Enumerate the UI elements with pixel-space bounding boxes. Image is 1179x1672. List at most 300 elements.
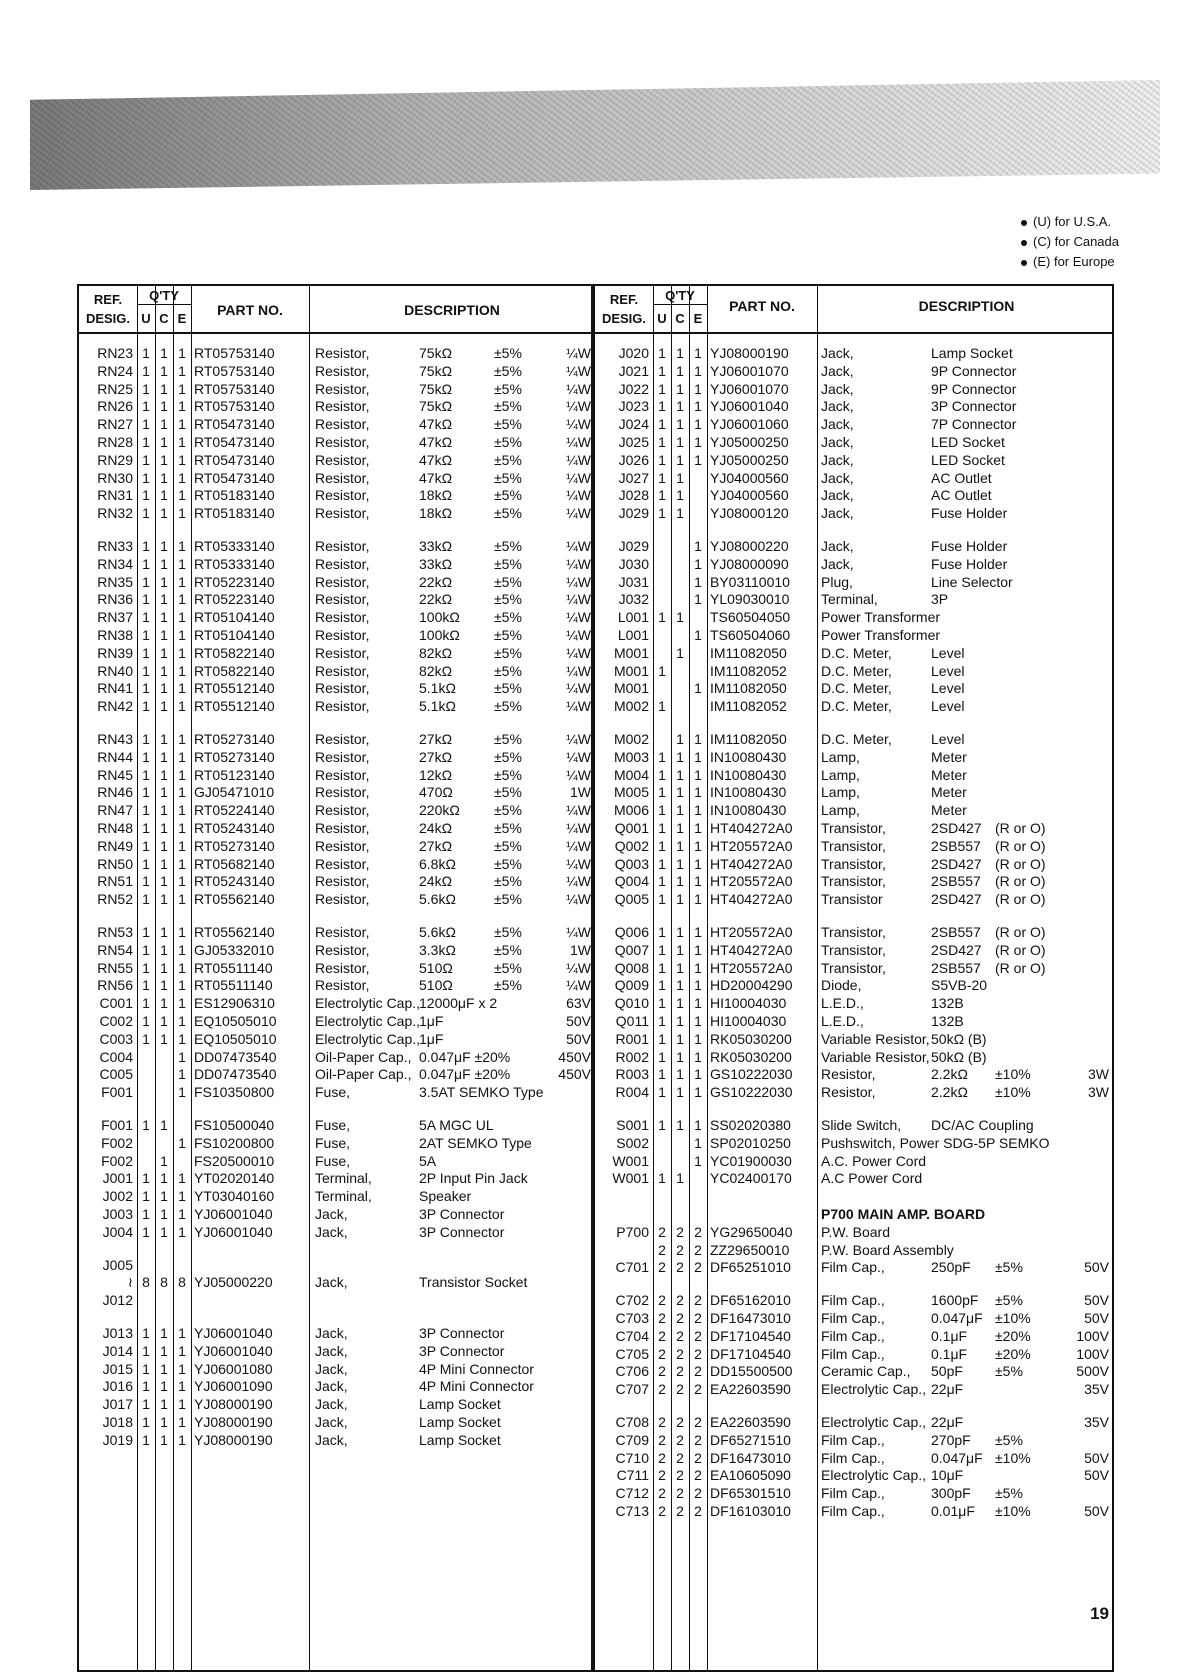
cell-part: HT205572A0 xyxy=(710,959,793,976)
table-row xyxy=(79,783,591,801)
table-row xyxy=(595,1134,1112,1152)
cell-d2: 1μF xyxy=(419,1030,444,1047)
cell-d2: 75kΩ xyxy=(419,380,453,397)
cell-part: DF16473010 xyxy=(710,1310,791,1326)
cell-d3: ±5% xyxy=(494,555,522,572)
cell-c: 8 xyxy=(160,1274,168,1291)
table-row xyxy=(595,1291,1112,1309)
cell-e: 1 xyxy=(178,1048,186,1065)
cell-ref: RN25 xyxy=(97,380,133,397)
cell-ref: C709 xyxy=(615,1431,649,1448)
cell-e: 1 xyxy=(178,784,186,801)
cell-e: 1 xyxy=(694,1013,702,1029)
cell-part: DF17104540 xyxy=(710,1327,791,1344)
cell-part: RT05123140 xyxy=(194,766,275,783)
cell-c: 1 xyxy=(160,959,168,976)
cell-d4: ¼W xyxy=(566,680,591,697)
header-c: C xyxy=(675,311,685,326)
cell-d1: Jack, xyxy=(821,362,854,379)
cell-ref: RN43 xyxy=(97,731,133,747)
cell-d1: Resistor, xyxy=(315,505,370,522)
cell-d1: Jack, xyxy=(821,555,854,572)
cell-e: 1 xyxy=(178,1170,186,1187)
cell-c: 1 xyxy=(160,434,168,450)
cell-u: 1 xyxy=(142,1188,150,1205)
table-row xyxy=(79,697,591,715)
cell-u: 1 xyxy=(142,662,150,679)
table-row xyxy=(595,433,1112,451)
cell-part: YJ06001070 xyxy=(710,362,789,379)
cell-d4: 35V xyxy=(1084,1381,1109,1398)
header-desig: DESIG. xyxy=(601,311,647,326)
cell-c: 1 xyxy=(160,698,168,715)
cell-e: 2 xyxy=(694,1485,702,1502)
cell-e: 1 xyxy=(178,469,186,486)
cell-e: 1 xyxy=(694,995,702,1012)
cell-d4: ¼W xyxy=(566,977,591,994)
cell-d3: ±5% xyxy=(494,345,522,361)
cell-c: 1 xyxy=(160,924,168,940)
cell-c: 1 xyxy=(160,627,168,643)
cell-d1: Resistor, xyxy=(315,469,370,486)
cell-d2: 12kΩ xyxy=(419,766,453,783)
table-row xyxy=(595,415,1112,433)
cell-ref: C003 xyxy=(99,1030,133,1047)
cell-d2: Line Selector xyxy=(931,573,1013,590)
cell-ref: J032 xyxy=(618,591,649,608)
cell-ref: S001 xyxy=(616,1117,649,1133)
cell-e: 1 xyxy=(694,573,702,590)
cell-d4: 3W xyxy=(1088,1084,1109,1101)
cell-e: 1 xyxy=(178,573,186,590)
cell-d1: L.E.D., xyxy=(821,995,864,1012)
cell-e: 1 xyxy=(694,434,702,450)
cell-d2: 6.8kΩ xyxy=(419,855,456,872)
table-row xyxy=(595,976,1112,994)
cell-part: RT05104140 xyxy=(194,609,275,626)
cell-ref: RN29 xyxy=(97,451,133,468)
cell-u: 1 xyxy=(142,398,150,415)
cell-e: 2 xyxy=(694,1223,702,1240)
cell-d3: ±5% xyxy=(494,802,522,819)
cell-d3: ±5% xyxy=(494,977,522,994)
cell-e: 2 xyxy=(694,1327,702,1344)
cell-c: 2 xyxy=(676,1292,684,1309)
table-row xyxy=(79,1152,591,1170)
cell-u: 1 xyxy=(142,855,150,872)
cell-d1: Jack, xyxy=(315,1360,348,1377)
cell-d3: ±10% xyxy=(995,1310,1031,1326)
cell-part: HI10004030 xyxy=(710,995,787,1012)
table-row xyxy=(79,1291,591,1309)
table-row xyxy=(79,1116,591,1134)
cell-part: IN10080430 xyxy=(710,766,787,783)
cell-d1: Resistor, xyxy=(315,362,370,379)
cell-ref: Q004 xyxy=(614,873,649,890)
cell-c: 1 xyxy=(676,855,684,872)
cell-e: 1 xyxy=(694,1134,702,1151)
parts-table-right xyxy=(593,284,1114,1672)
cell-ref: RN27 xyxy=(97,416,133,433)
cell-c: 2 xyxy=(676,1363,684,1380)
cell-ref: M001 xyxy=(613,644,649,661)
cell-u: 1 xyxy=(142,627,150,643)
cell-ref: J021 xyxy=(618,362,649,379)
table-row xyxy=(595,872,1112,890)
cell-part: DF65271510 xyxy=(710,1431,791,1448)
cell-ref: J023 xyxy=(618,398,649,415)
cell-d2: 50pF xyxy=(931,1363,963,1380)
cell-d2: 470Ω xyxy=(419,784,453,801)
cell-d3: (R or O) xyxy=(995,924,1046,940)
cell-d2: 47kΩ xyxy=(419,451,453,468)
cell-part: RT05473140 xyxy=(194,416,275,433)
cell-e: 1 xyxy=(178,802,186,819)
cell-ref: RN40 xyxy=(97,662,133,679)
table-row xyxy=(79,433,591,451)
cell-d2: 5.1kΩ xyxy=(419,680,456,697)
cell-d3: ±5% xyxy=(494,820,522,836)
cell-u: 1 xyxy=(142,820,150,836)
cell-c: 1 xyxy=(160,555,168,572)
cell-d1: P700 MAIN AMP. BOARD xyxy=(821,1206,986,1222)
cell-ref: RN34 xyxy=(97,555,133,572)
cell-d3: ±20% xyxy=(995,1345,1031,1362)
cell-part: RT05223140 xyxy=(194,591,275,608)
cell-d1: D.C. Meter, xyxy=(821,698,892,715)
cell-part: HT404272A0 xyxy=(710,941,793,958)
cell-part: YJ08000090 xyxy=(710,555,789,572)
cell-c: 1 xyxy=(160,362,168,379)
table-row xyxy=(595,801,1112,819)
cell-part: RT05753140 xyxy=(194,398,275,415)
table-row xyxy=(595,1449,1112,1467)
cell-e: 1 xyxy=(178,627,186,643)
cell-d1: Jack, xyxy=(315,1274,348,1291)
cell-d1: D.C. Meter, xyxy=(821,731,892,747)
cell-u: 1 xyxy=(658,487,666,504)
table-row xyxy=(595,555,1112,573)
cell-part: DD07473540 xyxy=(194,1048,277,1065)
cell-d1: Film Cap., xyxy=(821,1327,885,1344)
cell-part: RT05273140 xyxy=(194,837,275,854)
cell-c: 1 xyxy=(160,1360,168,1377)
cell-c: 1 xyxy=(676,891,684,908)
table-row xyxy=(79,1205,591,1223)
table-row xyxy=(595,1502,1112,1520)
cell-u: 1 xyxy=(142,891,150,908)
cell-e: 1 xyxy=(178,538,186,554)
cell-e: 1 xyxy=(694,591,702,608)
cell-c: 2 xyxy=(676,1485,684,1502)
table-row xyxy=(79,644,591,662)
cell-d3: ±5% xyxy=(995,1363,1023,1380)
cell-c: 1 xyxy=(160,995,168,1012)
cell-d2: S5VB-20 xyxy=(931,977,988,994)
cell-e: 1 xyxy=(694,748,702,765)
cell-d1: Resistor, xyxy=(315,731,370,747)
cell-d3: ±5% xyxy=(494,573,522,590)
cell-d4: ¼W xyxy=(566,644,591,661)
table-row xyxy=(595,1205,1112,1223)
cell-d1: Resistor, xyxy=(315,748,370,765)
cell-d3: ±5% xyxy=(494,469,522,486)
cell-d1: Jack, xyxy=(315,1378,348,1395)
table-row xyxy=(79,1324,591,1342)
table-row xyxy=(79,1083,591,1101)
cell-part: RT05753140 xyxy=(194,362,275,379)
cell-u: 2 xyxy=(658,1223,666,1240)
cell-d4: 50V xyxy=(1084,1503,1109,1519)
cell-d2: 220kΩ xyxy=(419,802,460,819)
cell-u: 1 xyxy=(142,555,150,572)
cell-d4: ¼W xyxy=(566,698,591,715)
cell-d2: 47kΩ xyxy=(419,434,453,450)
cell-ref: R003 xyxy=(615,1066,649,1083)
cell-ref: M002 xyxy=(613,698,649,715)
cell-ref: RN56 xyxy=(97,977,133,994)
cell-d4: 63V xyxy=(566,995,591,1012)
cell-u: 2 xyxy=(658,1241,666,1258)
cell-u: 1 xyxy=(142,434,150,450)
cell-part: FS10500040 xyxy=(194,1117,275,1133)
cell-u: 2 xyxy=(658,1414,666,1430)
table-row xyxy=(79,415,591,433)
cell-ref: W001 xyxy=(612,1170,649,1187)
header-part-no: PART NO. xyxy=(217,302,283,318)
cell-d2: Fuse Holder xyxy=(931,538,1008,554)
cell-ref: ≀ xyxy=(127,1274,133,1291)
cell-d3: ±10% xyxy=(995,1084,1031,1101)
cell-part: HD20004290 xyxy=(710,977,793,994)
cell-d2: Lamp Socket xyxy=(419,1396,501,1413)
cell-d2: Meter xyxy=(931,766,967,783)
cell-d4: ¼W xyxy=(566,434,591,450)
cell-d3: (R or O) xyxy=(995,891,1046,908)
cell-c: 1 xyxy=(160,505,168,522)
cell-d1: Resistor, xyxy=(315,959,370,976)
cell-d3: ±5% xyxy=(995,1485,1023,1502)
cell-d4: ¼W xyxy=(566,837,591,854)
table-row xyxy=(595,1327,1112,1345)
cell-d3: (R or O) xyxy=(995,959,1046,976)
cell-ref: RN36 xyxy=(97,591,133,608)
cell-d4: ¼W xyxy=(566,538,591,554)
table-row xyxy=(595,855,1112,873)
cell-d2: 18kΩ xyxy=(419,487,453,504)
cell-d1: Resistor, xyxy=(315,609,370,626)
cell-ref: Q002 xyxy=(614,837,649,854)
cell-c: 2 xyxy=(676,1223,684,1240)
cell-c: 2 xyxy=(676,1431,684,1448)
cell-ref: RN30 xyxy=(97,469,133,486)
cell-ref: Q008 xyxy=(614,959,649,976)
cell-ref: RN37 xyxy=(97,609,133,626)
cell-part: YJ06001060 xyxy=(710,416,789,433)
cell-d1: Jack, xyxy=(315,1223,348,1240)
cell-e: 1 xyxy=(178,644,186,661)
cell-d4: 450V xyxy=(558,1048,591,1065)
cell-d4: 3W xyxy=(1088,1066,1109,1083)
table-row xyxy=(79,994,591,1012)
cell-part: FS10350800 xyxy=(194,1084,275,1101)
cell-e: 1 xyxy=(694,837,702,854)
cell-d1: Electrolytic Cap., xyxy=(821,1467,927,1484)
cell-d2: 0.047μF ±20% xyxy=(419,1048,511,1065)
cell-c: 1 xyxy=(160,766,168,783)
cell-ref: Q005 xyxy=(614,891,649,908)
cell-part: SS02020380 xyxy=(710,1117,791,1133)
cell-d4: 100V xyxy=(1076,1327,1109,1344)
cell-d2: Level xyxy=(931,731,965,747)
table-row xyxy=(79,1048,591,1066)
cell-d1: Resistor, xyxy=(315,855,370,872)
cell-ref: RN35 xyxy=(97,573,133,590)
cell-d1: Fuse, xyxy=(315,1134,351,1151)
cell-part: DD15500500 xyxy=(710,1363,793,1380)
cell-part: FS20500010 xyxy=(194,1152,275,1169)
cell-u: 1 xyxy=(658,941,666,958)
cell-e: 2 xyxy=(694,1449,702,1466)
cell-d2: 0.01μF xyxy=(931,1503,975,1519)
legend-item: (E) for Europe xyxy=(1021,252,1119,272)
table-row xyxy=(595,1413,1112,1431)
cell-c: 2 xyxy=(676,1345,684,1362)
cell-ref: RN26 xyxy=(97,398,133,415)
cell-d2: Fuse Holder xyxy=(931,505,1008,522)
cell-e: 2 xyxy=(694,1381,702,1398)
cell-ref: C703 xyxy=(615,1310,649,1326)
cell-e: 1 xyxy=(178,855,186,872)
cell-u: 1 xyxy=(142,748,150,765)
cell-d2: Meter xyxy=(931,748,967,765)
cell-c: 1 xyxy=(160,1206,168,1222)
cell-c: 1 xyxy=(676,731,684,747)
header-ref: REF. xyxy=(93,292,123,307)
cell-d1: Jack, xyxy=(315,1431,348,1448)
parts-table-left xyxy=(77,284,593,1672)
table-row xyxy=(79,451,591,469)
cell-part: RT05183140 xyxy=(194,487,275,504)
cell-u: 1 xyxy=(142,487,150,504)
cell-d1: Resistor, xyxy=(315,977,370,994)
bullet-icon xyxy=(1021,260,1027,266)
cell-e: 1 xyxy=(694,802,702,819)
cell-e: 1 xyxy=(178,1206,186,1222)
table-row xyxy=(79,537,591,555)
cell-e: 1 xyxy=(178,1084,186,1101)
cell-ref: RN44 xyxy=(97,748,133,765)
cell-d2: 3P Connector xyxy=(419,1325,505,1341)
cell-d4: ¼W xyxy=(566,802,591,819)
cell-d2: Meter xyxy=(931,784,967,801)
cell-d1: Jack, xyxy=(821,345,854,361)
cell-u: 2 xyxy=(658,1503,666,1519)
cell-part: RT05511140 xyxy=(194,977,273,994)
cell-ref: C708 xyxy=(615,1414,649,1430)
cell-d1: Resistor, xyxy=(821,1084,876,1101)
cell-d3: (R or O) xyxy=(995,855,1046,872)
cell-d2: 1μF xyxy=(419,1013,444,1029)
cell-e: 1 xyxy=(178,1414,186,1430)
cell-c: 1 xyxy=(160,784,168,801)
cell-e: 1 xyxy=(178,1360,186,1377)
cell-d1: A.C. Power Cord xyxy=(821,1152,927,1169)
cell-u: 2 xyxy=(658,1467,666,1484)
cell-u: 1 xyxy=(142,784,150,801)
cell-part: RT05104140 xyxy=(194,627,275,643)
cell-d3: ±10% xyxy=(995,1066,1031,1083)
cell-part: YJ06001090 xyxy=(194,1378,273,1395)
table-row xyxy=(79,890,591,908)
cell-u: 1 xyxy=(142,1030,150,1047)
cell-part: RT05243140 xyxy=(194,873,275,890)
cell-d1: Power Transformer xyxy=(821,609,941,626)
cell-d2: 2.2kΩ xyxy=(931,1066,968,1083)
cell-e: 1 xyxy=(178,362,186,379)
cell-d2: 27kΩ xyxy=(419,837,453,854)
cell-d1: Resistor, xyxy=(315,698,370,715)
table-row xyxy=(79,662,591,680)
cell-part: DF17104540 xyxy=(710,1345,791,1362)
cell-ref: J001 xyxy=(102,1170,133,1187)
cell-d2: 7P Connector xyxy=(931,416,1017,433)
cell-d3: ±5% xyxy=(995,1259,1023,1276)
cell-e: 1 xyxy=(178,698,186,715)
cell-part: FS10200800 xyxy=(194,1134,275,1151)
cell-part: YJ08000190 xyxy=(194,1396,273,1413)
cell-e: 1 xyxy=(178,748,186,765)
cell-part: HT205572A0 xyxy=(710,837,793,854)
cell-e: 1 xyxy=(178,451,186,468)
cell-u: 1 xyxy=(142,1117,150,1133)
table-row xyxy=(79,1395,591,1413)
cell-e: 1 xyxy=(694,1066,702,1083)
cell-c: 1 xyxy=(676,345,684,361)
cell-ref: C701 xyxy=(615,1259,649,1276)
cell-d4: 35V xyxy=(1084,1414,1109,1430)
table-row xyxy=(79,573,591,591)
cell-part: RT05473140 xyxy=(194,469,275,486)
cell-ref: RN55 xyxy=(97,959,133,976)
cell-part: IN10080430 xyxy=(710,784,787,801)
table-row xyxy=(595,748,1112,766)
cell-c: 1 xyxy=(676,837,684,854)
cell-d3: ±5% xyxy=(494,855,522,872)
cell-ref: J017 xyxy=(102,1396,133,1413)
cell-d4: ¼W xyxy=(566,555,591,572)
cell-e: 1 xyxy=(694,820,702,836)
cell-d3: ±5% xyxy=(494,766,522,783)
cell-d1: D.C. Meter, xyxy=(821,662,892,679)
cell-u: 1 xyxy=(142,1170,150,1187)
cell-part: YT02020140 xyxy=(194,1170,275,1187)
cell-d3: ±5% xyxy=(494,644,522,661)
cell-u: 1 xyxy=(658,784,666,801)
cell-u: 1 xyxy=(142,924,150,940)
cell-ref: J024 xyxy=(618,416,649,433)
table-row xyxy=(595,1362,1112,1380)
cell-part: RT05473140 xyxy=(194,434,275,450)
cell-u: 1 xyxy=(142,959,150,976)
cell-part: RT05333140 xyxy=(194,538,275,554)
cell-d1: Resistor, xyxy=(315,891,370,908)
cell-u: 1 xyxy=(658,837,666,854)
cell-ref: J019 xyxy=(102,1431,133,1448)
cell-d1: Terminal, xyxy=(821,591,878,608)
header-description: DESCRIPTION xyxy=(404,302,500,318)
cell-part: DF65301510 xyxy=(710,1485,791,1502)
